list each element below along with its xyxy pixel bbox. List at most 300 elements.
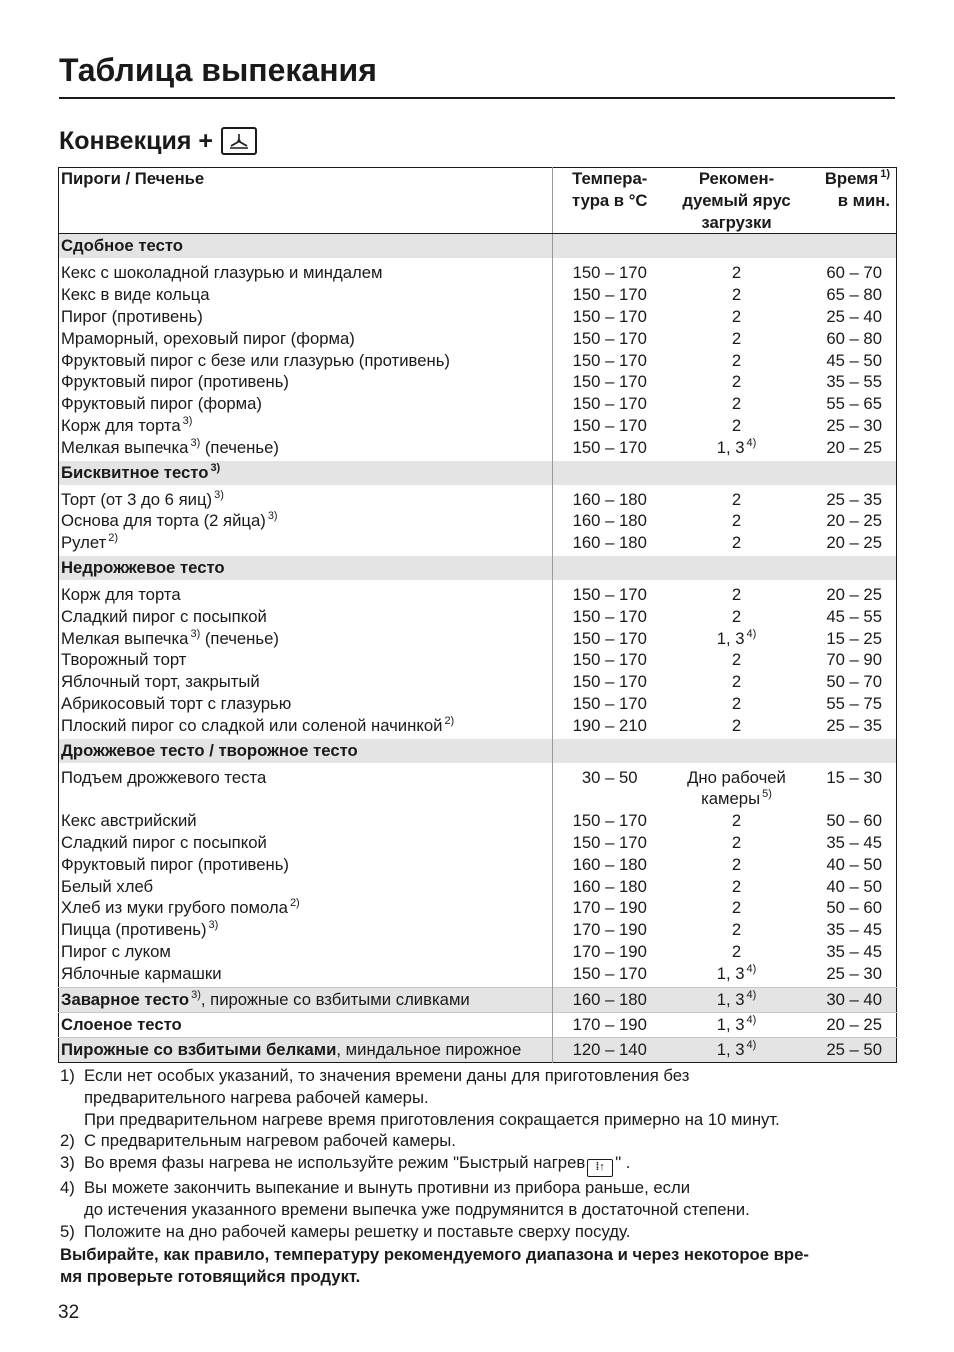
item-temperature (553, 832, 667, 854)
footnote-line: Вы можете закончить выпекание и вынуть противни из прибора раньше, если (84, 1178, 691, 1198)
item-time (807, 350, 897, 372)
item-time (807, 284, 897, 306)
table-row (59, 897, 897, 919)
item-level (667, 897, 807, 919)
footnote-line: Положите на дно рабочей камеры решетку и поставьте сверху посуду. (84, 1221, 631, 1241)
page-title: Таблица выпекания (59, 52, 377, 88)
temperature-value: 160 – 180 (572, 854, 647, 874)
temperature-value: 150 – 170 (572, 328, 647, 348)
footnote-number: 5) (60, 1221, 75, 1241)
time-value: 25 – 30 (826, 415, 882, 435)
time-value: 25 – 30 (826, 963, 882, 983)
footnote-number: 4) (60, 1178, 75, 1198)
item-label: Плоский пирог со сладкой или соленой начинкой (61, 715, 443, 735)
item-time (807, 963, 897, 987)
header-name: Пироги / Печенье (59, 168, 553, 234)
temperature-value: 160 – 180 (572, 489, 647, 509)
time-value: 25 – 50 (826, 1039, 882, 1059)
item-temperature (553, 532, 667, 556)
table-row (59, 258, 897, 284)
item-name (59, 693, 553, 715)
category-row (59, 234, 897, 259)
quick-heat-icon: ⁞↑ (587, 1159, 613, 1177)
advice-text: Выбирайте, как правило, температуру рекомендуемого диапазона и через некоторое вре- мя проверьте готовящийся продукт. (60, 1245, 809, 1287)
item-temperature (553, 876, 667, 898)
item-label: Рулет (61, 533, 107, 553)
temperature-value: 30 – 50 (581, 767, 638, 787)
footnote (60, 1130, 896, 1152)
item-temperature (553, 485, 667, 511)
item-temperature (553, 284, 667, 306)
level-value: 2 (731, 693, 742, 713)
item-name (59, 580, 553, 606)
item-label: Фруктовый пирог (противень) (61, 854, 289, 874)
item-temperature (553, 328, 667, 350)
item-temperature (553, 393, 667, 415)
level-value: 1, 3 (716, 437, 745, 457)
category-label: Дрожжевое тесто / творожное тесто (61, 740, 358, 760)
temperature-value: 150 – 170 (572, 584, 647, 604)
footnote-line: до истечения указанного времени выпечка уже подрумянится в достаточной степени. (84, 1199, 750, 1219)
item-time (807, 941, 897, 963)
item-level (667, 963, 807, 987)
level-value: 1, 3 (716, 963, 745, 983)
footnote-ref: 2) (444, 714, 455, 727)
item-temperature (553, 897, 667, 919)
table-row (59, 350, 897, 372)
item-name (59, 810, 553, 832)
item-time (807, 693, 897, 715)
item-name (59, 671, 553, 693)
item-name (59, 306, 553, 328)
item-temperature (553, 649, 667, 671)
level-value: 2 (731, 350, 742, 370)
item-level (667, 693, 807, 715)
item-level (667, 1012, 807, 1037)
header-level: Рекомен- дуемый ярус загрузки (667, 168, 807, 234)
item-temperature (553, 671, 667, 693)
footnote-text (84, 1130, 896, 1152)
category-fill (553, 461, 897, 485)
item-label: Пирог (противень) (61, 306, 203, 326)
item-temperature (553, 810, 667, 832)
item-temperature (553, 306, 667, 328)
table-row (59, 306, 897, 328)
table-row (59, 580, 897, 606)
time-value: 35 – 45 (826, 832, 882, 852)
time-value: 50 – 70 (826, 672, 882, 692)
temperature-value: 150 – 170 (572, 372, 647, 392)
item-time (807, 854, 897, 876)
footnote-text (84, 1177, 896, 1221)
item-label: Мелкая выпечка (61, 437, 189, 457)
item-level (667, 532, 807, 556)
footnote-ref: 5) (762, 788, 772, 801)
item-label: Корж для торта (61, 584, 181, 604)
time-value: 45 – 55 (826, 606, 882, 626)
footnote-ref: 3) (208, 919, 219, 932)
level-value: 2 (731, 415, 742, 435)
item-time (807, 649, 897, 671)
convection-fan-icon (221, 127, 257, 155)
item-temperature (553, 854, 667, 876)
category-name (59, 739, 553, 763)
category-row (59, 739, 897, 763)
level-value: 1, 3 (716, 1014, 745, 1034)
table-row (59, 371, 897, 393)
table-row (59, 854, 897, 876)
item-level (667, 328, 807, 350)
footnote-line: Если нет особых указаний, то значения времени даны для приготовления без (84, 1066, 690, 1085)
item-label: Мелкая выпечка (61, 628, 189, 648)
item-suffix: , миндальное пирожное (336, 1039, 522, 1059)
level-value: 2 (731, 898, 742, 918)
footnote-text (84, 1221, 896, 1243)
item-label: Абрикосовый торт с глазурью (61, 693, 292, 713)
item-name (59, 258, 553, 284)
item-name (59, 485, 553, 511)
footnote-ref: 4) (746, 627, 757, 640)
level-value: 2 (731, 650, 742, 670)
item-name (59, 715, 553, 739)
item-temperature (553, 919, 667, 941)
footnote-ref: 3) (214, 488, 224, 501)
temperature-value: 160 – 180 (572, 876, 647, 896)
time-value: 60 – 70 (826, 263, 882, 283)
footnote-ref: 4) (746, 1038, 757, 1051)
item-temperature (553, 258, 667, 284)
time-value: 20 – 25 (826, 511, 882, 531)
item-time (807, 510, 897, 532)
item-label: Кекс с шоколадной глазурью и миндалем (61, 263, 383, 283)
item-level (667, 258, 807, 284)
item-name (59, 897, 553, 919)
item-time (807, 1012, 897, 1037)
item-label: Слоеное тесто (61, 1014, 182, 1034)
temperature-value: 120 – 140 (572, 1039, 647, 1059)
item-name (59, 350, 553, 372)
item-name (59, 371, 553, 393)
table-row (59, 941, 897, 963)
table-row (59, 832, 897, 854)
level-value: 2 (731, 832, 742, 852)
table-row (59, 485, 897, 511)
temperature-value: 150 – 170 (572, 415, 647, 435)
header-temperature: Темпера- тура в °C (553, 168, 667, 234)
baking-table (58, 167, 897, 1063)
item-level (667, 606, 807, 628)
footnote-ref: 2) (289, 897, 300, 910)
title-divider (59, 97, 895, 99)
item-level (667, 876, 807, 898)
item-label: Пицца (противень) (61, 920, 207, 940)
item-name (59, 919, 553, 941)
section-heading (59, 120, 257, 162)
item-time (807, 606, 897, 628)
time-value: 55 – 75 (826, 693, 882, 713)
time-value: 20 – 25 (826, 533, 882, 553)
temperature-value: 190 – 210 (572, 715, 647, 735)
temperature-value: 170 – 190 (572, 941, 647, 961)
time-value: 15 – 30 (826, 767, 882, 787)
item-temperature (553, 1012, 667, 1037)
item-name (59, 328, 553, 350)
footnote-ref: 3) (182, 414, 193, 427)
item-level (667, 810, 807, 832)
table-row (59, 693, 897, 715)
item-name (59, 393, 553, 415)
level-value: 2 (731, 394, 742, 414)
header-time: Время $^{1)}$ в мин. (807, 168, 897, 234)
item-label: Хлеб из муки грубого помола (61, 898, 288, 918)
temperature-value: 150 – 170 (572, 693, 647, 713)
table-row (59, 437, 897, 461)
item-label: Кекс в виде кольца (61, 285, 210, 305)
item-name (59, 284, 553, 306)
item-temperature (553, 606, 667, 628)
item-name (59, 628, 553, 650)
item-level (667, 854, 807, 876)
level-value: 2 (731, 876, 742, 896)
time-value: 40 – 50 (826, 876, 882, 896)
time-value: 35 – 45 (826, 941, 882, 961)
item-level (667, 628, 807, 650)
temperature-value: 160 – 180 (572, 533, 647, 553)
table-row (59, 1037, 897, 1062)
item-temperature (553, 941, 667, 963)
item-suffix: (печенье) (204, 437, 279, 457)
footnote-line (84, 1152, 896, 1177)
table-row (59, 919, 897, 941)
table-row (59, 876, 897, 898)
table-row (59, 284, 897, 306)
footnote-ref: 3) (190, 627, 201, 640)
item-level (667, 306, 807, 328)
footnote-ref: 4) (746, 1013, 757, 1026)
category-fill (553, 556, 897, 580)
level-value: Дно рабочей (687, 767, 786, 787)
table-row (59, 715, 897, 739)
time-value: 25 – 35 (826, 489, 882, 509)
item-level (667, 284, 807, 306)
item-name (59, 532, 553, 556)
time-value: 60 – 80 (826, 328, 882, 348)
temperature-value: 150 – 170 (572, 263, 647, 283)
item-label: Пирог с луком (61, 941, 171, 961)
level-value: 2 (731, 328, 742, 348)
footnote-number: 2) (60, 1131, 75, 1151)
temperature-value: 150 – 170 (572, 811, 647, 831)
item-time (807, 876, 897, 898)
temperature-value: 150 – 170 (572, 963, 647, 983)
footnote-ref: 2) (108, 532, 118, 545)
category-name (59, 461, 553, 485)
item-name (59, 963, 553, 987)
category-label: Бисквитное тесто (61, 462, 209, 482)
item-level (667, 510, 807, 532)
item-time (807, 987, 897, 1012)
temperature-value: 150 – 170 (572, 650, 647, 670)
item-name (59, 437, 553, 461)
level-value: 2 (731, 533, 742, 553)
item-temperature (553, 628, 667, 650)
table-row (59, 532, 897, 556)
footnote-line: предварительного нагрева рабочей камеры. (84, 1087, 429, 1107)
category-label: Недрожжевое тесто (61, 558, 225, 578)
temperature-value: 160 – 180 (572, 511, 647, 531)
category-row (59, 461, 897, 485)
item-level (667, 715, 807, 739)
item-level (667, 350, 807, 372)
item-time (807, 532, 897, 556)
page-number: 32 (58, 1302, 80, 1323)
level-value: 2 (731, 854, 742, 874)
footnote-line-start: Во время фазы нагрева не используйте режим "Быстрый нагрев (84, 1153, 586, 1173)
item-label: Заварное тесто (61, 989, 190, 1009)
item-temperature (553, 350, 667, 372)
time-value: 20 – 25 (826, 437, 882, 457)
table-row (59, 1012, 897, 1037)
temperature-value: 150 – 170 (572, 350, 647, 370)
item-label: Фруктовый пирог с безе или глазурью (противень) (61, 350, 450, 370)
level-value: 2 (731, 263, 742, 283)
level-value: 2 (731, 941, 742, 961)
time-value: 15 – 25 (826, 628, 882, 648)
table-row (59, 810, 897, 832)
item-name (59, 832, 553, 854)
footnote-line: При предварительном нагреве время приготовления сокращается примерно на 10 минут. (84, 1109, 780, 1129)
item-time (807, 897, 897, 919)
item-time (807, 1037, 897, 1062)
item-time (807, 671, 897, 693)
level-value: 2 (731, 372, 742, 392)
footnote-line: С предварительным нагревом рабочей камеры. (84, 1131, 456, 1151)
level-value: 2 (731, 285, 742, 305)
item-label: Основа для торта (2 яйца) (61, 511, 266, 531)
item-name (59, 510, 553, 532)
item-label: Пирожные со взбитыми белками (61, 1039, 337, 1059)
item-temperature (553, 987, 667, 1012)
item-time (807, 415, 897, 437)
footnote-ref: 3) (210, 461, 221, 474)
temperature-value: 150 – 170 (572, 285, 647, 305)
item-label: Корж для торта (61, 415, 181, 435)
item-name (59, 876, 553, 898)
item-temperature (553, 580, 667, 606)
item-name (59, 649, 553, 671)
item-level (667, 832, 807, 854)
temperature-value: 170 – 190 (572, 920, 647, 940)
footnote-ref: 3) (190, 436, 201, 449)
level-value: 2 (731, 511, 742, 531)
time-value: 50 – 60 (826, 811, 882, 831)
item-level (667, 763, 807, 811)
time-value: 40 – 50 (826, 854, 882, 874)
footnote-number: 1) (60, 1066, 75, 1085)
table-row (59, 987, 897, 1012)
item-label: Мраморный, ореховый пирог (форма) (61, 328, 355, 348)
table-row (59, 328, 897, 350)
item-temperature (553, 415, 667, 437)
item-time (807, 832, 897, 854)
item-level (667, 1037, 807, 1062)
item-label: Белый хлеб (61, 876, 154, 896)
item-label: Сладкий пирог с посыпкой (61, 606, 267, 626)
item-label: Сладкий пирог с посыпкой (61, 832, 267, 852)
footnote-number: 3) (60, 1153, 75, 1173)
category-name (59, 234, 553, 259)
item-name (59, 1012, 553, 1037)
time-value: 55 – 65 (826, 394, 882, 414)
item-temperature (553, 763, 667, 811)
time-value: 30 – 40 (826, 989, 882, 1009)
level-value: 2 (731, 584, 742, 604)
temperature-value: 150 – 170 (572, 832, 647, 852)
item-time (807, 393, 897, 415)
item-label: Яблочные кармашки (61, 963, 222, 983)
item-label: Торт (от 3 до 6 яиц) (61, 489, 213, 509)
item-suffix: (печенье) (204, 628, 279, 648)
table-header (59, 168, 897, 234)
footnote (60, 1152, 896, 1177)
table-row (59, 649, 897, 671)
table-row (59, 763, 897, 811)
item-label: Яблочный торт, закрытый (61, 672, 260, 692)
item-level (667, 671, 807, 693)
item-name (59, 987, 553, 1012)
level-value: 2 (731, 489, 742, 509)
item-suffix: , пирожные со взбитыми сливками (200, 989, 470, 1009)
item-temperature (553, 693, 667, 715)
item-name (59, 763, 553, 811)
item-temperature (553, 963, 667, 987)
time-value: 20 – 25 (826, 1014, 882, 1034)
level-value-2: камеры (701, 789, 761, 809)
item-level (667, 393, 807, 415)
time-value: 50 – 60 (826, 898, 882, 918)
item-temperature (553, 437, 667, 461)
category-fill (553, 739, 897, 763)
item-temperature (553, 510, 667, 532)
time-value: 45 – 50 (826, 350, 882, 370)
level-value: 2 (731, 715, 742, 735)
item-temperature (553, 715, 667, 739)
item-level (667, 919, 807, 941)
item-time (807, 306, 897, 328)
item-temperature (553, 1037, 667, 1062)
footnote-ref: 4) (746, 962, 757, 975)
table-row (59, 415, 897, 437)
temperature-value: 150 – 170 (572, 394, 647, 414)
temperature-value: 170 – 190 (572, 898, 647, 918)
time-value: 25 – 40 (826, 306, 882, 326)
time-value: 65 – 80 (826, 285, 882, 305)
level-value: 2 (731, 920, 742, 940)
item-label: Кекс австрийский (61, 811, 197, 831)
table-row (59, 510, 897, 532)
item-label: Фруктовый пирог (форма) (61, 394, 262, 414)
level-value: 1, 3 (716, 989, 745, 1009)
item-level (667, 437, 807, 461)
time-value: 35 – 55 (826, 372, 882, 392)
table-body (59, 234, 897, 1062)
temperature-value: 150 – 170 (572, 437, 647, 457)
item-level (667, 485, 807, 511)
category-label: Сдобное тесто (61, 236, 183, 256)
footnote (60, 1221, 896, 1243)
item-level (667, 580, 807, 606)
category-name (59, 556, 553, 580)
